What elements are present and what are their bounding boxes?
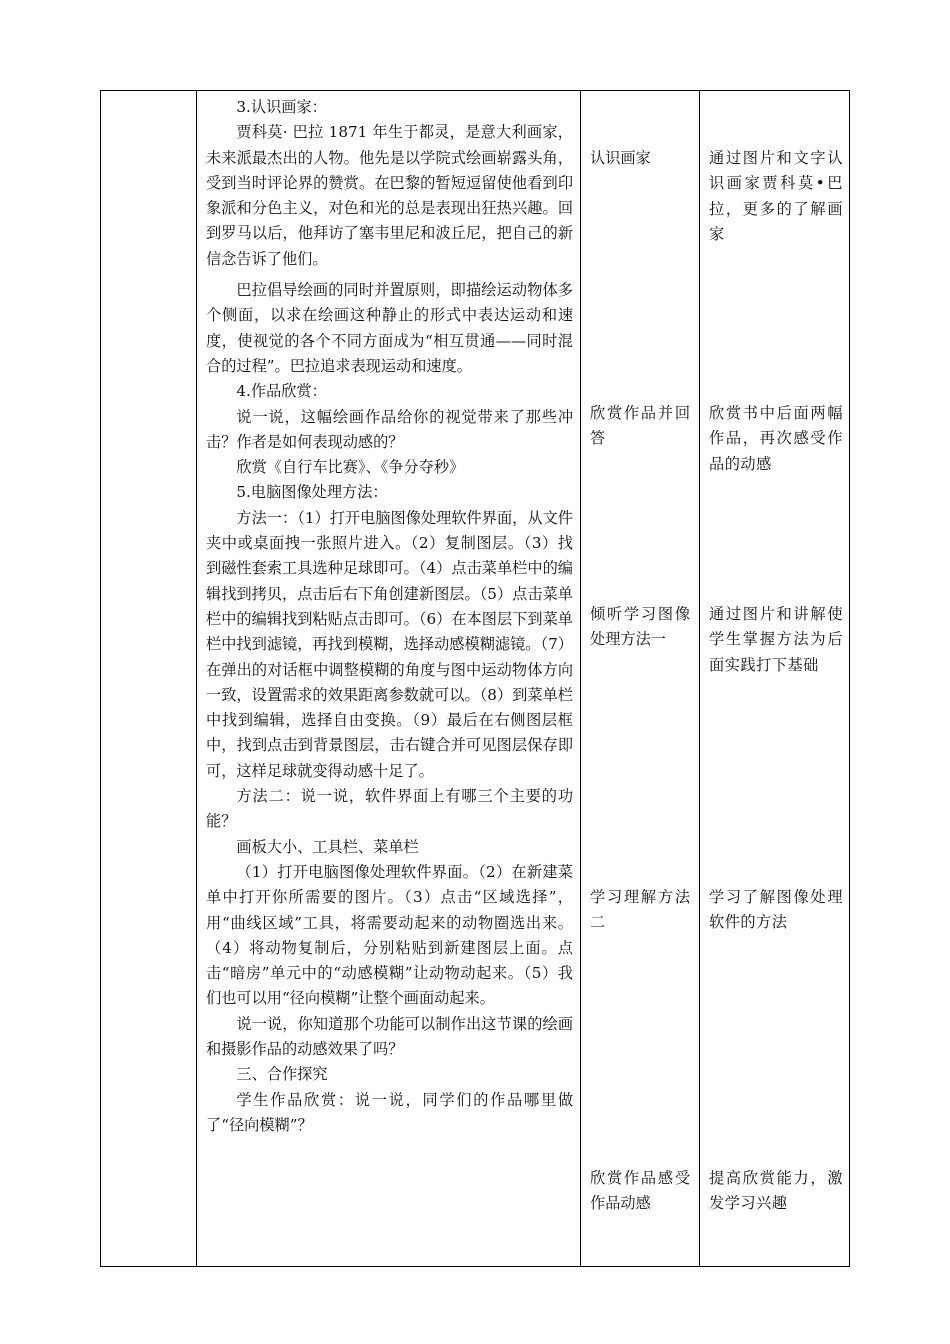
- student-activity: 欣赏作品感受作品动感: [590, 1169, 690, 1213]
- student-activity: 认识画家: [590, 149, 651, 167]
- section-heading: 5.电脑图像处理方法：: [236, 483, 388, 502]
- column-divider: [699, 91, 700, 1266]
- paragraph: 方法二：说一说，软件界面上有哪三个主要的功能？: [206, 787, 573, 831]
- design-intent: 欣赏书中后面两幅作品，再次感受作品的动感: [709, 404, 843, 473]
- paragraph: 方法一：（1）打开电脑图像处理软件界面，从文件夹中或桌面拽一张照片进入。（2）复制图层。（3）找到磁性套索工具选种足球即可。（4）点击菜单栏中的编辑找到拷贝，点击后右下角创建新图层。（5）点击菜单栏中的编辑找到粘贴点击即可。（6）在本图层下到菜单栏中找到滤镜，再找到模糊，选择动感模糊滤镜。（7）在弹出的对话框中调整模糊的角度与图中运动物体方向一致，设置需求的效果距离参数就可以。（8）到菜单栏中找到编辑，选择自由变换。（9）最后在右侧图层框中，找到点击到背景图层，击右键合并可见图层保存即可，这样足球就变得动感十足了。: [206, 508, 573, 780]
- student-activity: 学习理解方法二: [590, 888, 690, 932]
- design-intent: 通过图片和讲解使学生掌握方法为后面实践打下基础: [709, 605, 843, 674]
- student-activity: 倾听学习图像处理方法一: [590, 605, 690, 649]
- section-heading: 4.作品欣赏：: [236, 382, 327, 401]
- design-intent: 提高欣赏能力，激发学习兴趣: [709, 1169, 843, 1213]
- paragraph: 贾科莫· 巴拉 1871 年生于都灵，是意大利画家，未来派最杰出的人物。他先是以学院式绘画崭露头角，受到当时评论界的赞赏。在巴黎的暂短逗留使他看到印象派和分色主义，对色和光的总是表现出狂热兴趣。回到罗马以后，他拜访了塞韦里尼和波丘尼，把自己的新信念告诉了他们。: [206, 123, 573, 268]
- paragraph: 巴拉倡导绘画的同时并置原则，即描绘运动物体多个侧面，以求在绘画这种静止的形式中表达运动和速度，使视觉的各个不同方面成为“相互贯通——同时混合的过程”。巴拉追求表现运动和速度。: [206, 281, 573, 375]
- column-divider: [196, 91, 197, 1266]
- student-activity: 欣赏作品并回答: [590, 404, 690, 448]
- paragraph: 画板大小、工具栏、菜单栏: [236, 837, 419, 856]
- teaching-content-cell: [198, 91, 581, 1266]
- section-heading: 3.认识画家：: [236, 98, 327, 116]
- lesson-plan-table: [100, 90, 850, 1267]
- design-intent: 通过图片和文字认识画家贾科莫•巴拉，更多的了解画家: [709, 149, 843, 243]
- paragraph: 学生作品欣赏：说一说，同学们的作品哪里做了“径向模糊”？: [206, 1090, 573, 1134]
- stage-cell: [101, 91, 196, 1266]
- design-intent: 学习了解图像处理软件的方法: [709, 888, 843, 932]
- paragraph: 说一说，你知道那个功能可以制作出这节课的绘画和摄影作品的动感效果了吗？: [206, 1014, 573, 1058]
- paragraph: （1）打开电脑图像处理软件界面。（2）在新建菜单中打开你所需要的图片。（3）点击“区域选择”，用“曲线区域”工具，将需要动起来的动物圈选出来。（4）将动物复制后，分别粘贴到新建图层上面。点击“暗房”单元中的“动感模糊”让动物动起来。（5）我们也可以用“径向模糊”让整个画面动起来。: [206, 862, 573, 1008]
- paragraph: 说一说，这幅绘画作品给你的视觉带来了那些冲击？作者是如何表现动感的？: [206, 407, 573, 451]
- paragraph: 欣赏《自行车比赛》、《争分夺秒》: [236, 458, 465, 477]
- section-heading: 三、合作探究: [236, 1065, 328, 1084]
